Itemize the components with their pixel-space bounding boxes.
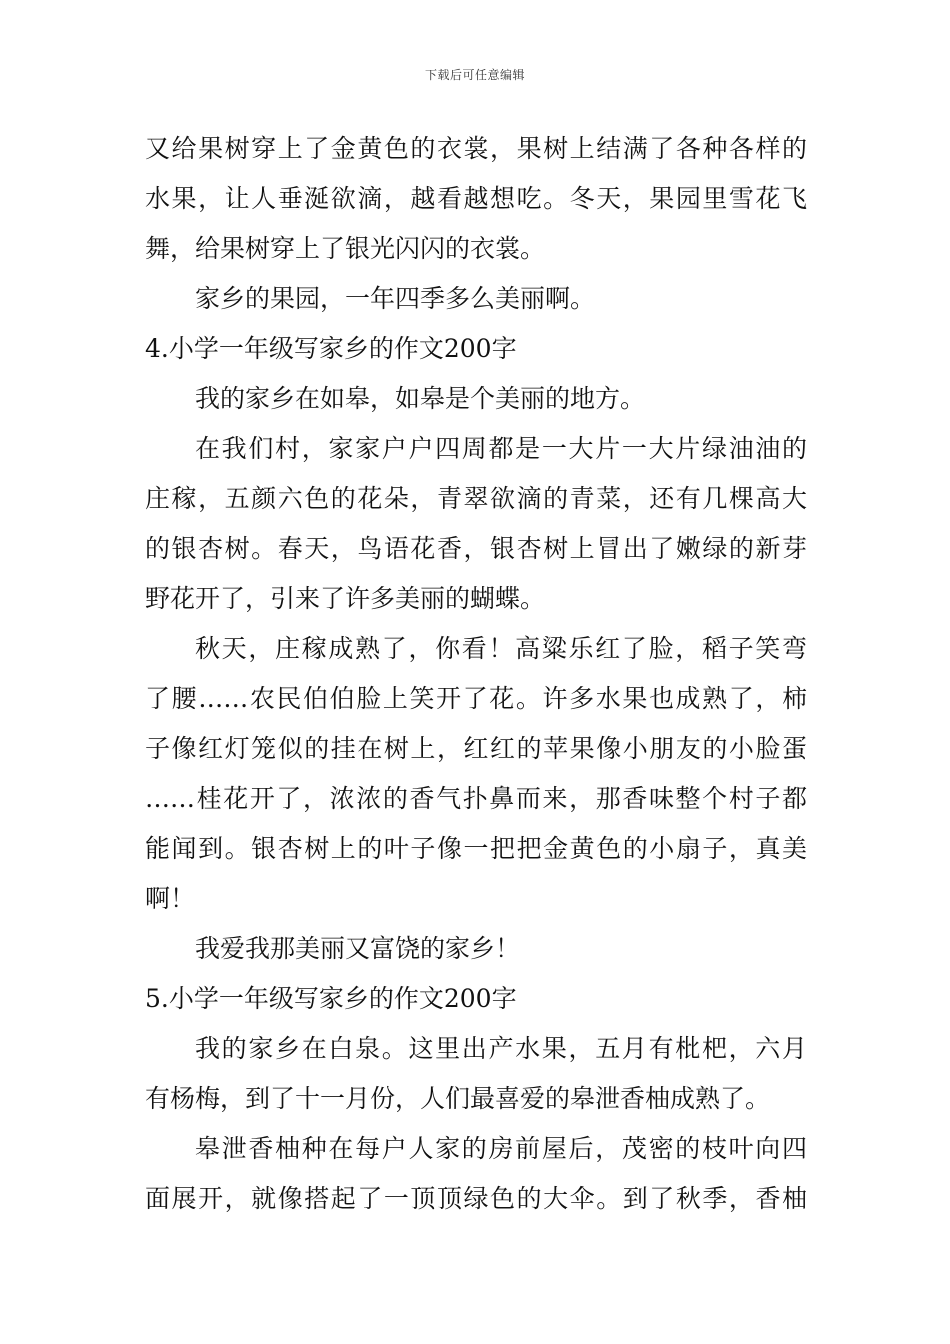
section-heading: 4.小学一年级写家乡的作文200字 xyxy=(145,334,517,363)
text-line: 我的家乡在白泉。这里出产水果，五月有枇杷，六月 xyxy=(195,1034,807,1063)
text-line: 有杨梅，到了十一月份，人们最喜爱的皋泄香柚成熟了。 xyxy=(145,1084,771,1113)
text-line: 啊！ xyxy=(145,884,196,913)
text-line: 子像红灯笼似的挂在树上，红红的苹果像小朋友的小脸蛋 xyxy=(145,734,807,763)
text-line: 的银杏树。春天，鸟语花香，银杏树上冒出了嫩绿的新芽 xyxy=(145,534,807,563)
text-line: 能闻到。银杏树上的叶子像一把把金黄色的小扇子，真美 xyxy=(145,834,807,863)
document-body xyxy=(145,124,807,1224)
text-line: 秋天，庄稼成熟了，你看！高粱乐红了脸，稻子笑弯 xyxy=(195,634,807,663)
text-line: ……桂花开了，浓浓的香气扑鼻而来，那香味整个村子都 xyxy=(145,784,807,813)
text-line: 面展开，就像搭起了一顶顶绿色的大伞。到了秋季，香柚 xyxy=(145,1184,807,1213)
text-line: 舞，给果树穿上了银光闪闪的衣裳。 xyxy=(145,234,546,263)
text-line: 皋泄香柚种在每户人家的房前屋后，茂密的枝叶向四 xyxy=(195,1134,807,1163)
page-header: 下载后可任意编辑 xyxy=(424,68,525,82)
section-heading: 5.小学一年级写家乡的作文200字 xyxy=(145,984,517,1013)
text-line: 又给果树穿上了金黄色的衣裳，果树上结满了各种各样的 xyxy=(145,134,807,163)
text-line: 水果，让人垂涎欲滴，越看越想吃。冬天，果园里雪花飞 xyxy=(145,184,807,213)
text-line: 野花开了，引来了许多美丽的蝴蝶。 xyxy=(145,584,546,613)
text-line: 在我们村，家家户户四周都是一大片一大片绿油油的 xyxy=(195,434,807,463)
text-line: 我的家乡在如皋，如皋是个美丽的地方。 xyxy=(195,384,646,413)
text-line: 庄稼，五颜六色的花朵，青翠欲滴的青菜，还有几棵高大 xyxy=(145,484,807,513)
text-line: 了腰……农民伯伯脸上笑开了花。许多水果也成熟了，柿 xyxy=(145,684,807,713)
text-line: 我爱我那美丽又富饶的家乡！ xyxy=(195,934,521,963)
text-line: 家乡的果园，一年四季多么美丽啊。 xyxy=(195,284,596,313)
